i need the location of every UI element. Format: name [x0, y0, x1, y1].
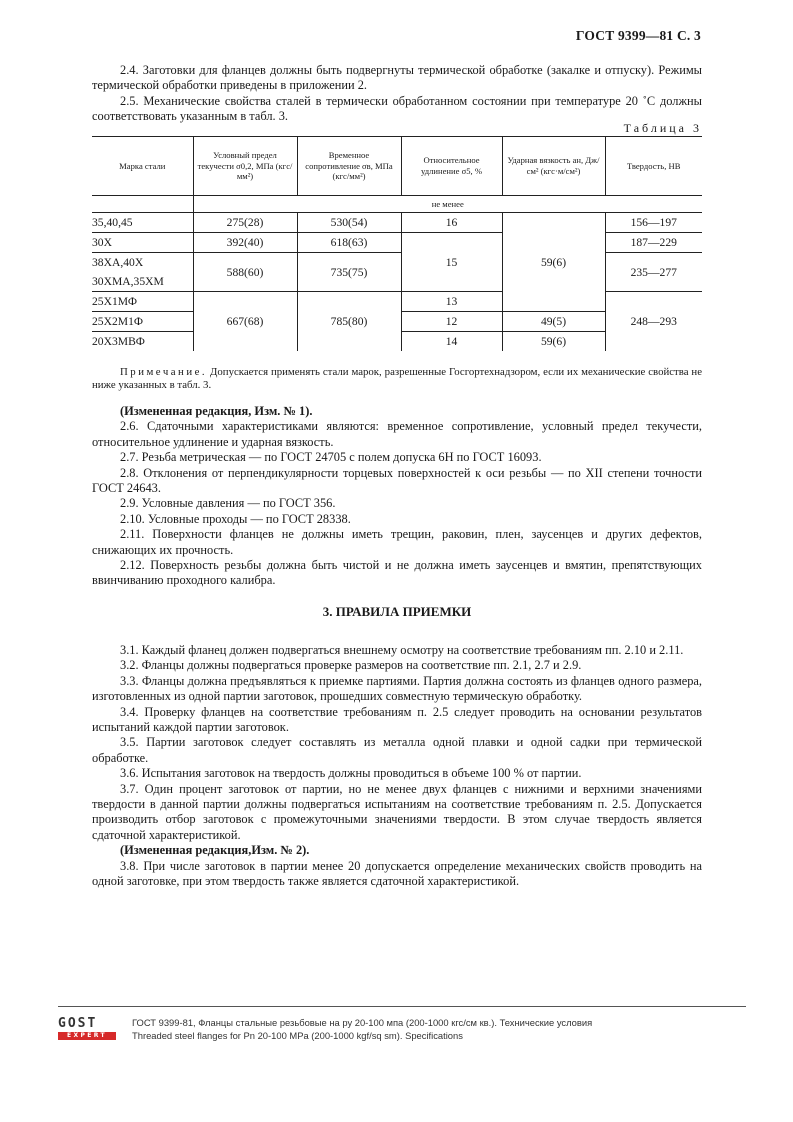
note-text: Допускается применять стали марок, разрешенные Госгортехнадзором, если их механические свойства не ниже указанных в табл. 3. — [92, 366, 702, 391]
paragraph-2-5: 2.5. Механические свойства сталей в термически обработанном состоянии при температуре 20 ˚С должны соответствовать указанным в табл. 3. — [92, 93, 702, 124]
section-2-continued — [92, 404, 702, 589]
paragraph-3-2: 3.2. Фланцы должны подвергаться проверке размеров на соответствие пп. 2.1, 2.7 и 2.9. — [120, 658, 582, 673]
steel-name: 25Х2М1Ф — [92, 312, 193, 332]
hardness-value: 156—197 — [605, 213, 702, 233]
header-impact: Ударная вязкость aн, Дж/см² (кгс·м/см²) — [502, 137, 605, 196]
steel-name: 30ХМА,35ХМ — [92, 272, 193, 292]
paragraph-2-6: 2.6. Сдаточными характеристиками являются: временное сопротивление, условный предел текучести, относительное удлинение и ударная вязкость. — [92, 419, 702, 449]
table-note — [92, 366, 702, 392]
footer-line-ru: ГОСТ 9399-81, Фланцы стальные резьбовые на ру 20-100 мпа (200-1000 кгс/см кв.). Технические условия — [132, 1017, 593, 1028]
footer-divider — [58, 1006, 746, 1007]
elongation-value: 14 — [401, 332, 502, 352]
steel-name: 20Х3МВФ — [92, 335, 145, 348]
paragraph-3-7: 3.7. Один процент заготовок от партии, но не менее двух фланцев с нижними и верхними значениями твердости в данной партии должны подвергаться испытаниям на соответствие требованиям п. 2.5. Допускается производить отбор заготовок с промежуточными значениями твердости. В этом случае твердость является сдаточной характеристикой. — [92, 781, 702, 842]
elongation-value: 13 — [401, 292, 502, 312]
elongation-value: 16 — [401, 213, 502, 233]
paragraph-2-7: 2.7. Резьба метрическая — по ГОСТ 24705 с полем допуска 6Н по ГОСТ 16093. — [120, 450, 542, 465]
table-row — [92, 233, 702, 253]
hardness-value: 187—229 — [605, 233, 702, 253]
elongation-value: 15 — [401, 233, 502, 292]
gost-expert-logo — [58, 1017, 116, 1040]
table-header-row — [92, 137, 702, 196]
table-row — [92, 253, 702, 273]
paragraph-3-4: 3.4. Проверку фланцев на соответствие требованиям п. 2.5 следует проводить на основании результатов испытаний каждой партии заготовок. — [92, 704, 702, 735]
paragraph-2-12: 2.12. Поверхность резьбы должна быть чистой и не должна иметь заусенцев и вмятин, препятствующих ввинчиванию проходного калибра. — [92, 558, 702, 588]
tensile-value: 735(75) — [297, 253, 401, 292]
paragraph-2-4: 2.4. Заготовки для фланцев должны быть подвергнуты термической обработке (закалке и отпуску). Режимы термической обработки приведены в приложении 2. — [92, 63, 702, 93]
table-row — [92, 213, 702, 233]
paragraph-2-9: 2.9. Условные давления — по ГОСТ 356. — [120, 496, 336, 511]
steel-name: 38ХА,40Х — [92, 256, 144, 269]
table-caption: Таблица 3 — [623, 121, 702, 135]
section-3-body — [92, 643, 702, 890]
logo-text: GOST — [58, 1016, 98, 1031]
subheader-not-less: не менее — [193, 196, 702, 213]
steel-name: 25Х1МФ — [92, 292, 193, 312]
page-header: ГОСТ 9399—81 С. 3 — [575, 28, 701, 43]
paragraph-3-6: 3.6. Испытания заготовок на твердость должны проводиться в объеме 100 % от партии. — [120, 766, 582, 781]
header-elongation: Относительное удлинение σ5, % — [401, 137, 502, 196]
yield-value: 667(68) — [193, 292, 297, 352]
paragraph-2-8: 2.8. Отклонения от перпендикулярности торцевых поверхностей к оси резьбы — по XII степени точности ГОСТ 24643. — [92, 465, 702, 496]
table-row — [92, 292, 702, 312]
header-steel: Марка стали — [92, 137, 193, 196]
elongation-value: 12 — [401, 312, 502, 332]
amendment-1: (Измененная редакция, Изм. № 1). — [120, 404, 313, 418]
footer-text — [132, 1016, 592, 1042]
header-yield: Условный предел текучести σ0,2, МПа (кгс/мм²) — [193, 137, 297, 196]
yield-value: 588(60) — [193, 253, 297, 292]
note-label: Примечание. — [120, 366, 208, 378]
paragraph-3-5: 3.5. Партии заготовок следует составлять из металла одной плавки и одной садки при термической обработке. — [92, 735, 702, 765]
impact-value: 49(5) — [502, 312, 605, 332]
paragraph-3-1: 3.1. Каждый фланец должен подвергаться внешнему осмотру на соответствие требованиям пп. 2.10 и 2.11. — [120, 643, 684, 657]
yield-value: 275(28) — [193, 213, 297, 233]
section-3-title: 3. ПРАВИЛА ПРИЕМКИ — [322, 604, 472, 619]
header-tensile: Временное сопротивление σв, МПа (кгс/мм²) — [297, 137, 401, 196]
hardness-value: 235—277 — [605, 253, 702, 292]
header-hardness: Твердость, НВ — [605, 137, 702, 196]
footer-line-en: Threaded steel flanges for Pn 20-100 MPa (200-1000 kgf/sq sm). Specifications — [132, 1030, 463, 1041]
paragraph-3-8: 3.8. При числе заготовок в партии менее 20 допускается определение механических свойств проводить на одной заготовке, при этом твердость также является сдаточной характеристикой. — [92, 858, 702, 889]
paragraph-3-3: 3.3. Фланцы должна предъявляться к приемке партиями. Партия должна состоять из фланцев одного размера, изготовленных из одной партии заготовок, прошедших совместную термическую обработку. — [92, 673, 702, 704]
amendment-2: (Измененная редакция,Изм. № 2). — [120, 843, 310, 858]
impact-value: 59(6) — [502, 332, 605, 352]
hardness-value: 248—293 — [605, 292, 702, 352]
subheader-row — [92, 196, 702, 213]
paragraph-2-11: 2.11. Поверхности фланцев не должны иметь трещин, раковин, плен, заусенцев и других дефектов, снижающих их прочность. — [92, 527, 702, 557]
tensile-value: 785(80) — [297, 292, 401, 352]
intro-block — [92, 63, 702, 125]
impact-value: 59(6) — [502, 213, 605, 312]
tensile-value: 530(54) — [297, 213, 401, 233]
table-3 — [92, 136, 702, 351]
paragraph-2-10: 2.10. Условные проходы — по ГОСТ 28338. — [120, 511, 351, 526]
tensile-value: 618(63) — [297, 233, 401, 253]
steel-name: 35,40,45 — [92, 213, 193, 233]
logo-subtext: EXPERT — [58, 1032, 116, 1040]
steel-name: 30Х — [92, 233, 193, 253]
yield-value: 392(40) — [193, 233, 297, 253]
